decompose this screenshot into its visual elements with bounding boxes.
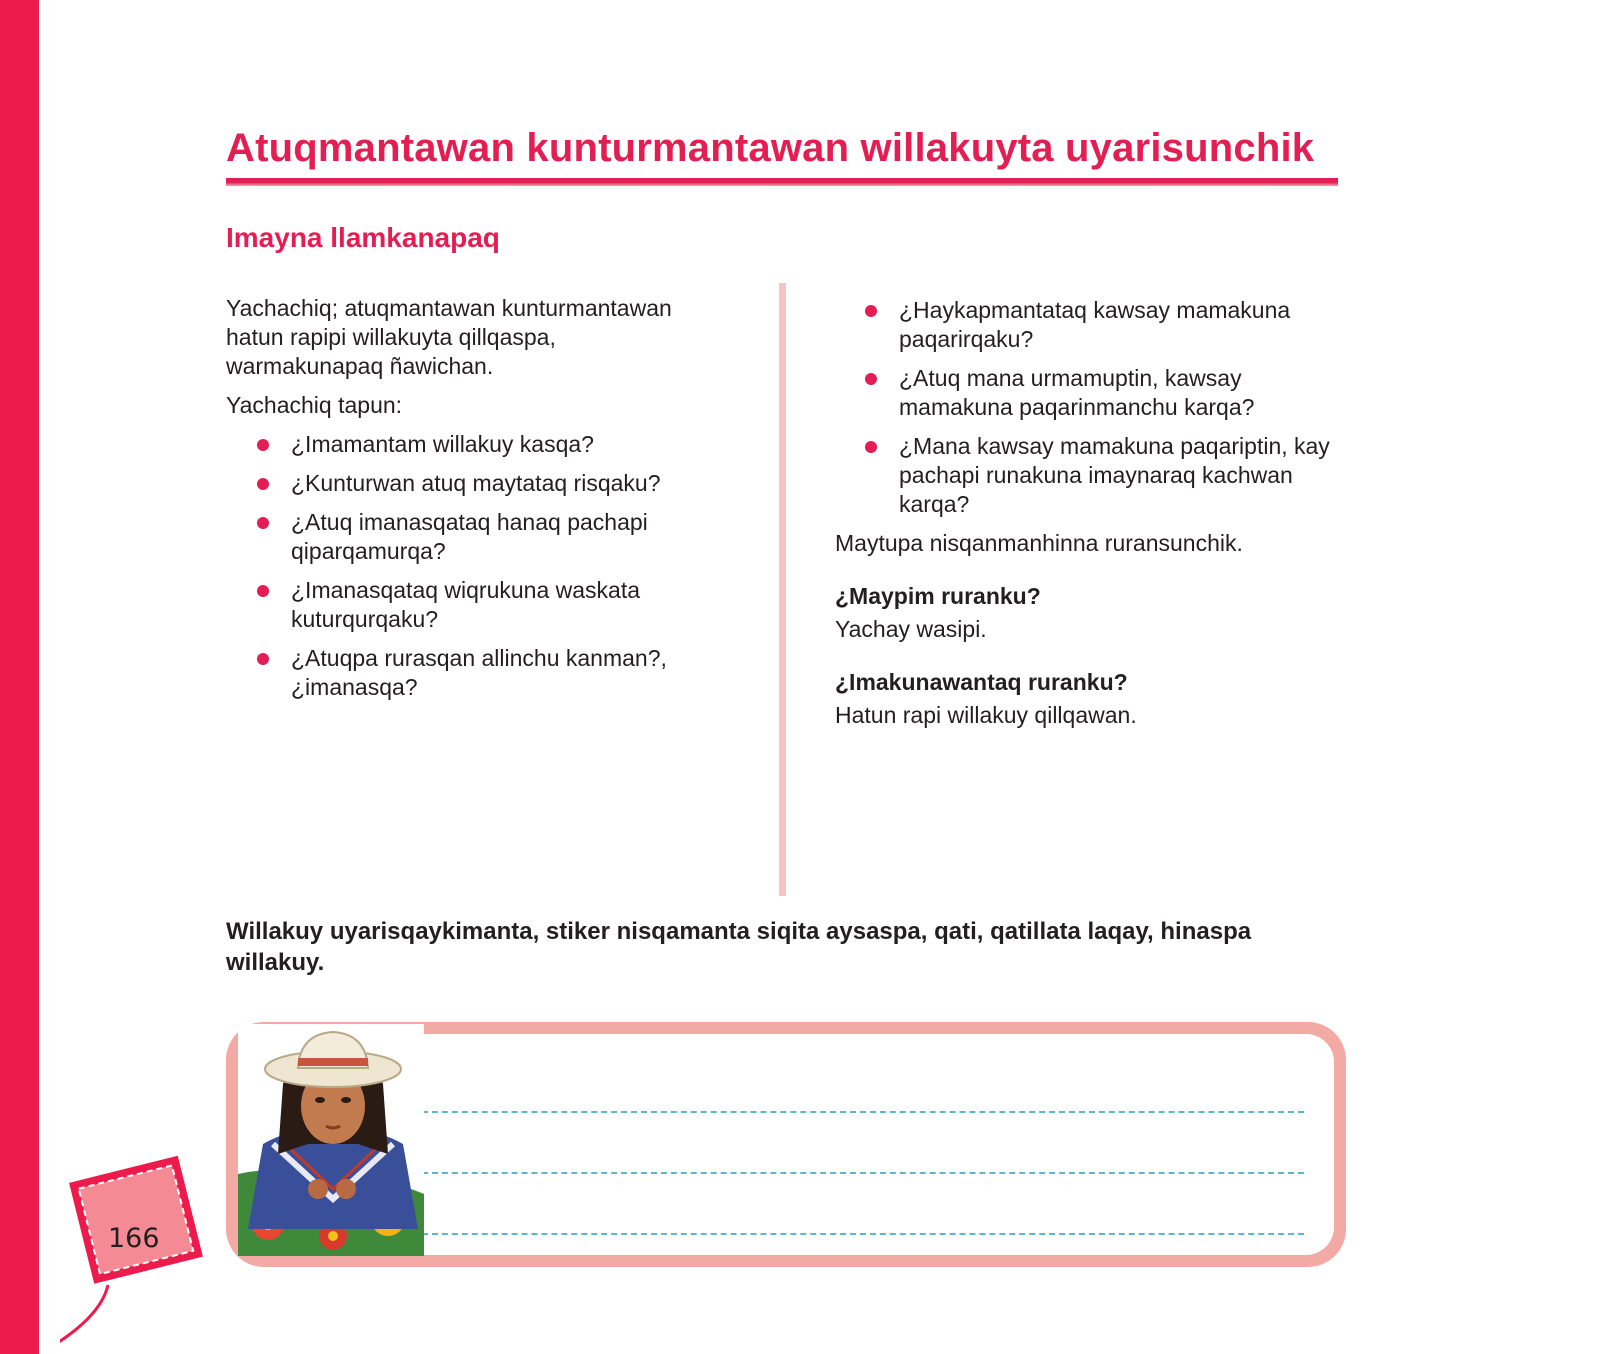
question-text: ¿Imamantam willakuy kasqa? — [291, 431, 594, 457]
left-color-band — [0, 0, 39, 1354]
list-item — [899, 364, 1335, 422]
closing-line: Maytupa nisqanmanhinna ruransunchik. — [835, 530, 1243, 556]
question-text: ¿Atuq mana urmamuptin, kawsay mamakuna paqarinmanchu karqa? — [899, 365, 1255, 420]
where-question: ¿Maypim ruranku? — [835, 583, 1041, 609]
bullet-icon — [257, 478, 269, 490]
page-title: Atuqmantawan kunturmantawan willakuyta uyarisunchik — [226, 126, 1315, 170]
bullet-icon — [865, 441, 877, 453]
list-item — [899, 296, 1335, 354]
page-number-tag — [60, 1150, 260, 1354]
list-item — [291, 576, 716, 634]
list-item — [291, 469, 716, 498]
activity-instruction: Willakuy uyarisqaykimanta, stiker nisqamanta siqita aysaspa, qati, qatillata laqay, hinaspa willakuy. — [226, 918, 1252, 976]
list-item — [291, 508, 716, 566]
girl-illustration — [238, 1024, 424, 1256]
section-subtitle: Imayna llamkanapaq — [226, 222, 500, 253]
bullet-icon — [257, 439, 269, 451]
with-what-question: ¿Imakunawantaq ruranku? — [835, 669, 1128, 695]
column-divider — [779, 283, 786, 896]
intro-paragraph: Yachachiq; atuqmantawan kunturmantawan hatun rapipi willakuyta qillqaspa, warmakunapaq ñawichan. — [226, 295, 672, 379]
question-text: ¿Kunturwan atuq maytataq risqaku? — [291, 470, 661, 496]
left-column — [226, 294, 716, 712]
left-question-list — [291, 430, 716, 702]
bullet-icon — [257, 517, 269, 529]
with-what-answer: Hatun rapi willakuy qillqawan. — [835, 702, 1137, 728]
question-text: ¿Atuq imanasqataq hanaq pachapi qiparqamurqa? — [291, 509, 648, 564]
writing-line[interactable] — [422, 1233, 1304, 1235]
question-text: ¿Haykapmantataq kawsay mamakuna paqarirqaku? — [899, 297, 1291, 352]
title-underline — [226, 178, 1338, 186]
right-question-list — [899, 296, 1335, 519]
page-number: 166 — [108, 1223, 160, 1254]
list-item — [291, 430, 716, 459]
question-text: ¿Imanasqataq wiqrukuna waskata kuturqurqaku? — [291, 577, 641, 632]
bullet-icon — [257, 585, 269, 597]
list-item — [899, 432, 1335, 519]
writing-line[interactable] — [422, 1111, 1304, 1113]
bullet-icon — [257, 653, 269, 665]
question-text: ¿Mana kawsay mamakuna paqariptin, kay pachapi runakuna imaynaraq kachwan karqa? — [899, 433, 1330, 517]
bullet-icon — [865, 373, 877, 385]
right-column — [835, 296, 1335, 730]
list-item — [291, 644, 716, 702]
where-answer: Yachay wasipi. — [835, 616, 987, 642]
question-text: ¿Atuqpa rurasqan allinchu kanman?, ¿imanasqa? — [291, 645, 667, 700]
writing-line[interactable] — [422, 1172, 1304, 1174]
question-prompt: Yachachiq tapun: — [226, 392, 403, 418]
bullet-icon — [865, 305, 877, 317]
